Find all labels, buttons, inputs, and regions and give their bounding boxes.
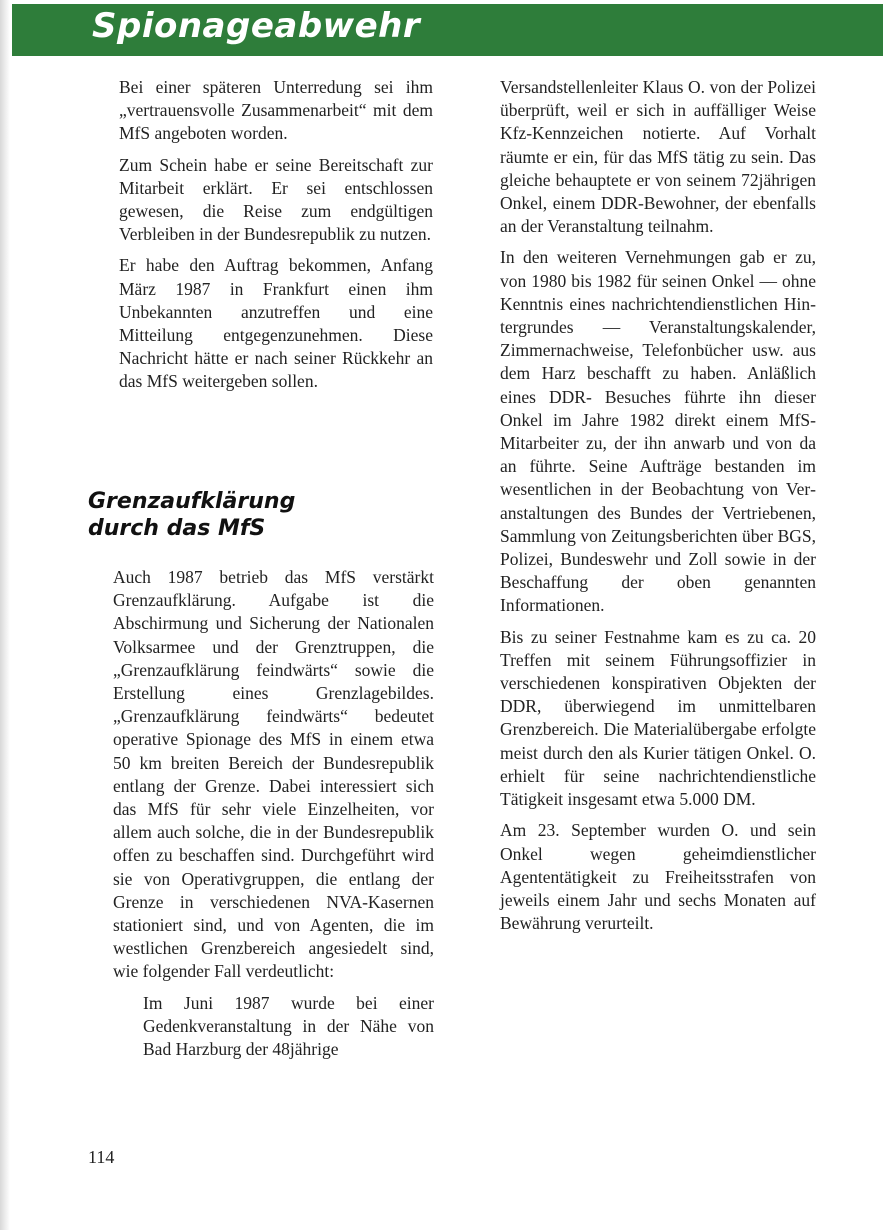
header-bar [12,4,883,56]
paragraph: In den weiteren Vernehmungen gab er zu, von 1980 bis 1982 für seinen Onkel — ohne Kenntnis eines nachrichtendienstlichen Hintergrundes — Veranstaltungskalender, Zimmernachweise, Telefonbücher usw. aus dem Harz beschafft zu haben. Anläßlich eines DDR- Besuches führte ihn dieser Onkel im Jahre 1982 direkt einem MfS- Mitarbeiter zu, der ihn anwarb und von da an führte. Seine Aufträge bestanden im wesentlichen in der Beobachtung von Veranstaltungen des Bundes der Vertriebenen, Sammlung von Zeitungsberichten über BGS, Polizei, Bundeswehr und Zoll sowie in der Beschaffung der oben genannten Informationen. [500,247,816,616]
page-edge [0,0,10,1230]
paragraph: Versandstellenleiter Klaus O. von der Polizei überprüft, weil er sich in auffälliger Weise Kfz-Kennzeichen notierte. Auf Vorhalt räumte er ein, für das MfS tätig zu sein. Das gleiche behauptete er von seinem 72jährigen Onkel, einem DDR-Bewohner, der ebenfalls an der Veranstaltung teilnahm. [500,77,816,237]
page-title: Spionageabwehr [92,6,421,46]
paragraph: Er habe den Auftrag bekommen, Anfang März 1987 in Frankfurt einen ihm Unbekannten anzutreffen und eine Mitteilung entgegenzunehmen. Diese Nachricht hätte er nach seiner Rückkehr an das MfS weitergeben sollen. [119,255,433,392]
right-column [500,76,816,943]
case-paragraph: Im Juni 1987 wurde bei einer Gedenkveranstaltung in der Nähe von Bad Harzburg der 48jährige [143,992,434,1060]
section-heading [88,488,428,542]
paragraph: Bei einer späteren Unterredung sei ihm „vertrauensvolle Zusammenarbeit“ mit dem MfS angeboten worden. [119,77,433,144]
paragraph: Auch 1987 betrieb das MfS verstärkt Grenzaufklärung. Aufgabe ist die Abschirmung und Sicherung der Nationalen Volksarmee und der Grenztruppen, die „Grenzaufklärung feindwärts“ sowie die Erstellung eines Grenzlagebildes. „Grenzaufklärung feindwärts“ bedeutet operative Spionage des MfS in einem etwa 50 km breiten Bereich der Bundesrepublik entlang der Grenze. Dabei interessiert sich das MfS für sehr viele Einzelheiten, vor allem auch solche, die in der Bundesrepublik offen zu beschaffen sind. Durchgeführt wird sie von Operativgruppen, die entlang der Grenze in verschiedenen NVA-Kasernen stationiert sind, und von Agenten, die im westlichen Grenzbereich angesiedelt sind, wie folgender Fall verdeutlicht: [113,567,434,982]
left-column-upper [119,76,433,402]
paragraph: Bis zu seiner Festnahme kam es zu ca. 20 Treffen mit seinem Führungsoffizier in verschiedenen konspirativen Objekten der DDR, überwiegend im unmittelbaren Grenzbereich. Die Materialübergabe erfolgte meist durch den als Kurier tätigen Onkel. O. erhielt für seine nachrichtendienstliche Tätigkeit insgesamt etwa 5.000 DM. [500,626,816,810]
page-number: 114 [88,1147,115,1167]
paragraph: Am 23. September wurden O. und sein Onkel wegen geheimdienstlicher Agententätigkeit zu Freiheitsstrafen von jeweils einem Jahr und sechs Monaten auf Bewährung verurteilt. [500,820,816,934]
left-column-lower [113,566,434,1069]
paragraph: Zum Schein habe er seine Bereitschaft zur Mitarbeit erklärt. Er sei entschlossen gewesen, die Reise zum endgültigen Verbleiben in der Bundesrepublik zu nutzen. [119,154,433,245]
section-heading-line: durch das MfS [88,516,266,541]
section-heading-line: Grenzaufklärung [88,489,296,514]
